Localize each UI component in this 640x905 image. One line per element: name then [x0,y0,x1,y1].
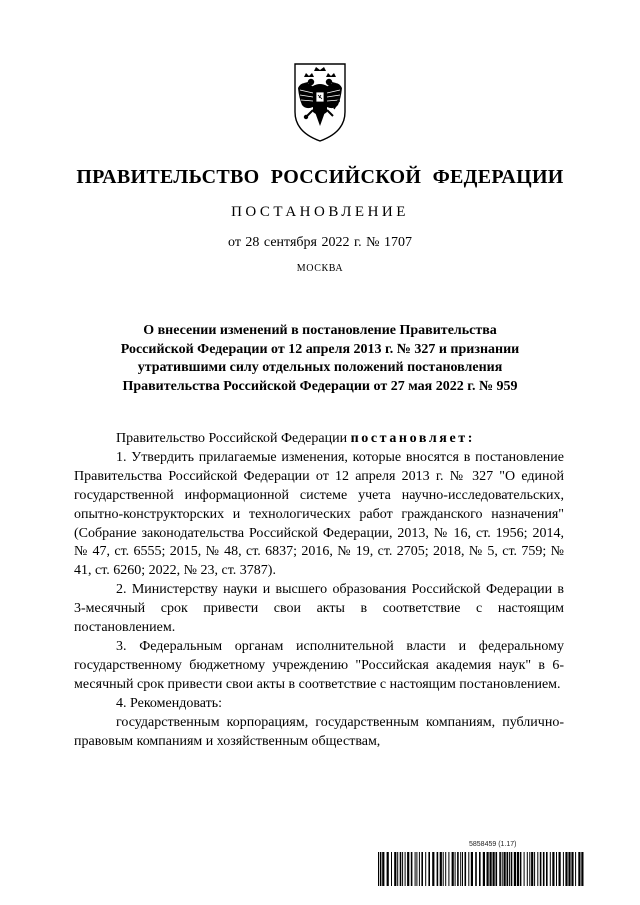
coat-of-arms-icon [289,60,351,144]
paragraph-2: 2. Министерству науки и высшего образования Российской Федерации в 3-месячный срок привести свои акты в соответствие с настоящим постановлением. [74,582,564,636]
subject-line: утратившими силу отдельных положений постановления [137,360,503,375]
document-code: 5858459 (1.17) [469,841,517,848]
city: МОСКВА [296,263,344,274]
preamble-paragraph [74,430,564,449]
paragraph-1: 1. Утвердить прилагаемые изменения, которые вносятся в постановление Правительства Российской Федерации от 12 апреля 2013 г. № 327 "О единой государственной информационной системе учета научно-исследовательских, опытно-конструкторских и технологических работ гражданского назначения" (Собрание законодательства Российской Федерации, 2013, № 16, ст. 1956; 2014, № 47, ст. 6555; 2015, № 48, ст. 6837; 2016, № 19, ст. 2705; 2018, № 5, ст. 759; № 41, ст. 6260; 2022, № 23, ст. 3787). [74,449,564,579]
subject-line: Российской Федерации от 12 апреля 2013 г. № 327 и признании [120,341,520,357]
barcode-icon [378,852,586,886]
government-title: ПРАВИТЕЛЬСТВО РОССИЙСКОЙ ФЕДЕРАЦИИ [76,166,564,188]
date-and-number: от 28 сентября 2022 г. № 1707 [228,235,412,250]
paragraph-5: государственным корпорациям, государственным компаниям, публично-правовым компаниям и хозяйственным обществам, [74,714,564,749]
subject-line: Правительства Российской Федерации от 27 мая 2022 г. № 959 [122,378,518,394]
preamble-text: Правительство Российской Федерации [116,431,351,446]
preamble-verb: постановляет: [350,431,475,446]
paragraph-3: 3. Федеральным органам исполнительной власти и федеральному государственному бюджетному учреждению "Российская академия наук" в 6-месячный срок привести свои акты в соответствие с настоящим постановлением. [74,638,564,692]
paragraph-4: 4. Рекомендовать: [116,695,222,711]
document-body [74,430,564,751]
document-type: ПОСТАНОВЛЕНИЕ [231,204,409,220]
subject-line: О внесении изменений в постановление Правительства [143,323,497,338]
document-subject [70,322,570,396]
